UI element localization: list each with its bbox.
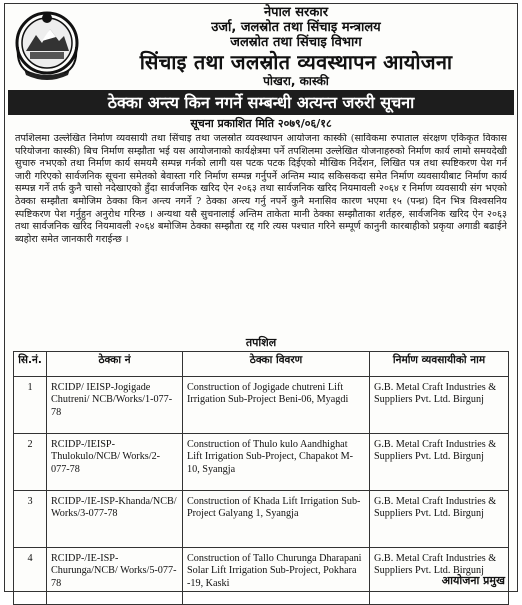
- cell-description: Construction of Jogigade chutreni Lift Irrigation Sub-Project Beni-06, Myagdi: [183, 377, 370, 434]
- cell-sn: 4: [14, 548, 47, 605]
- cell-contractor: G.B. Metal Craft Industries & Suppliers Pvt. Ltd. Birgunj: [370, 377, 509, 434]
- notice-header: [5, 4, 517, 90]
- table-row: [14, 434, 509, 491]
- cell-sn: 3: [14, 491, 47, 548]
- publication-date: सूचना प्रकाशित मिति २०७९/०६/१८: [190, 117, 332, 130]
- table-row: [14, 377, 509, 434]
- header-contract-description: ठेक्का विवरण: [183, 352, 370, 377]
- cell-description: Construction of Tallo Churunga Dharapani Solar Lift Irrigation Sub-Project, Pokhara -19, Kaski: [183, 548, 370, 605]
- header-project-title: सिंचाइ तथा जलस्रोत व्यवस्थापन आयोजना: [139, 50, 453, 74]
- header-line-department: जलस्रोत तथा सिंचाइ विभाग: [230, 35, 362, 50]
- header-text-block: [85, 5, 507, 89]
- table-row: [14, 548, 509, 605]
- table-row: [14, 491, 509, 548]
- notice-page: [4, 3, 518, 592]
- cell-contract-no: RCIDP/ IEISP-Jogigade Chutreni/ NCB/Works/1-077-78: [47, 377, 183, 434]
- table-header-row: [14, 352, 509, 377]
- header-place: पोखरा, कास्की: [263, 74, 329, 88]
- cell-contract-no: RCIDP-/IEISP-Thulokulo/NCB/ Works/2-077-78: [47, 434, 183, 491]
- contracts-table: [13, 351, 509, 605]
- cell-sn: 1: [14, 377, 47, 434]
- cell-contractor: G.B. Metal Craft Industries & Suppliers Pvt. Ltd. Birgunj: [370, 434, 509, 491]
- cell-contractor: G.B. Metal Craft Industries & Suppliers Pvt. Ltd. Birgunj: [370, 548, 509, 605]
- header-line-ministry: उर्जा, जलस्रोत तथा सिंचाइ मन्त्रालय: [211, 20, 381, 35]
- notice-banner: ठेक्का अन्त्य किन नगर्ने सम्बन्धी अत्यन्त जरुरी सूचना: [8, 90, 514, 115]
- header-contractor-name: निर्माण व्यवसायीको नाम: [370, 352, 509, 377]
- signatory-project-chief: आयोजना प्रमुख: [441, 574, 505, 587]
- header-contract-no: ठेक्का नं: [47, 352, 183, 377]
- cell-sn: 2: [14, 434, 47, 491]
- cell-description: Construction of Khada Lift Irrigation Sub-Project Galyang 1, Syangja: [183, 491, 370, 548]
- cell-contractor: G.B. Metal Craft Industries & Suppliers Pvt. Ltd. Birgunj: [370, 491, 509, 548]
- cell-description: Construction of Thulo kulo Aandhighat Lift Irrigation Sub-Project, Chapakot M-10, Syangja: [183, 434, 370, 491]
- nepal-government-emblem-icon: [12, 7, 82, 85]
- header-sn: सि.नं.: [14, 352, 47, 377]
- table-label: तपशिल: [245, 336, 277, 349]
- cell-contract-no: RCIDP-/IE-ISP-Churunga/NCB/ Works/5-077-78: [47, 548, 183, 605]
- header-line-government: नेपाल सरकार: [263, 5, 329, 20]
- cell-contract-no: RCIDP-/IE-ISP-Khanda/NCB/ Works/3-077-78: [47, 491, 183, 548]
- notice-body: तपशिलमा उल्लेखित निर्माण व्यवसायी तथा सिंचाइ तथा जलस्रोत व्यवस्थापन आयोजना कास्की (साविकमा रुपाताल संरक्षण एकिकृत विकास परियोजना कास्की) बिच निर्माण सम्झौता भई यस आयोजनाको कार्यक्षेत्रमा पर्ने तपशिलमा उल्लेखित योजनाहरुको निर्माण कार्य लामो समयदेखी सुचारु नभएको तथा निर्माण कार्य समयमै सम्पन्न गर्नको लागी यस पटक पटक दिईएको मौखिक निर्देशन, लिखित पत्र तथा स्पष्टिकरण पेश गर्न जारी गरिएको सार्वजनिक सूचना समेतको बेवास्ता गरि निर्माण सम्पन्न गर्नुपर्ने अन्तिम म्याद सकिसकदा समेत निर्माण व्यवसायीबाट निर्माण कार्य सम्पन्न गर्ने तर्फ कुनै चासो नदेखाएको हुँदा सार्वजनिक खरिद ऐन २०६३ तथा सार्वजनिक खरिद नियमावली २०६४ र निर्माण व्यवसायी संग भएको ठेक्का सम्झौता बमोजिम ठेक्का किन अन्त्य नगर्ने ? ठेक्का अन्त्य गर्नु नपर्ने कुनै मनासिव कारण भएमा १५ (पन्ध्र) दिन भित्र विश्वसनिय स्पष्टिकरण पेश गर्नुहुन अनुरोध गरिन्छ । अन्यथा यसै सुचनालाई अन्तिम ताकेता मानी ठेक्का सम्झौताका शर्तहरु, सार्वजनिक खरिद ऐन २०६३ तथा सार्वजनिक खरिद नियमावली २०६४ बमोजिम ठेक्का सम्झौता रद्द गरि त्यस पश्चात गरिने सम्पूर्ण कानुनी कारबाहीको प्रकृया अगाडी बढाईने ब्यहोरा समेत जानकारी गराईन्छ ।: [15, 133, 507, 245]
